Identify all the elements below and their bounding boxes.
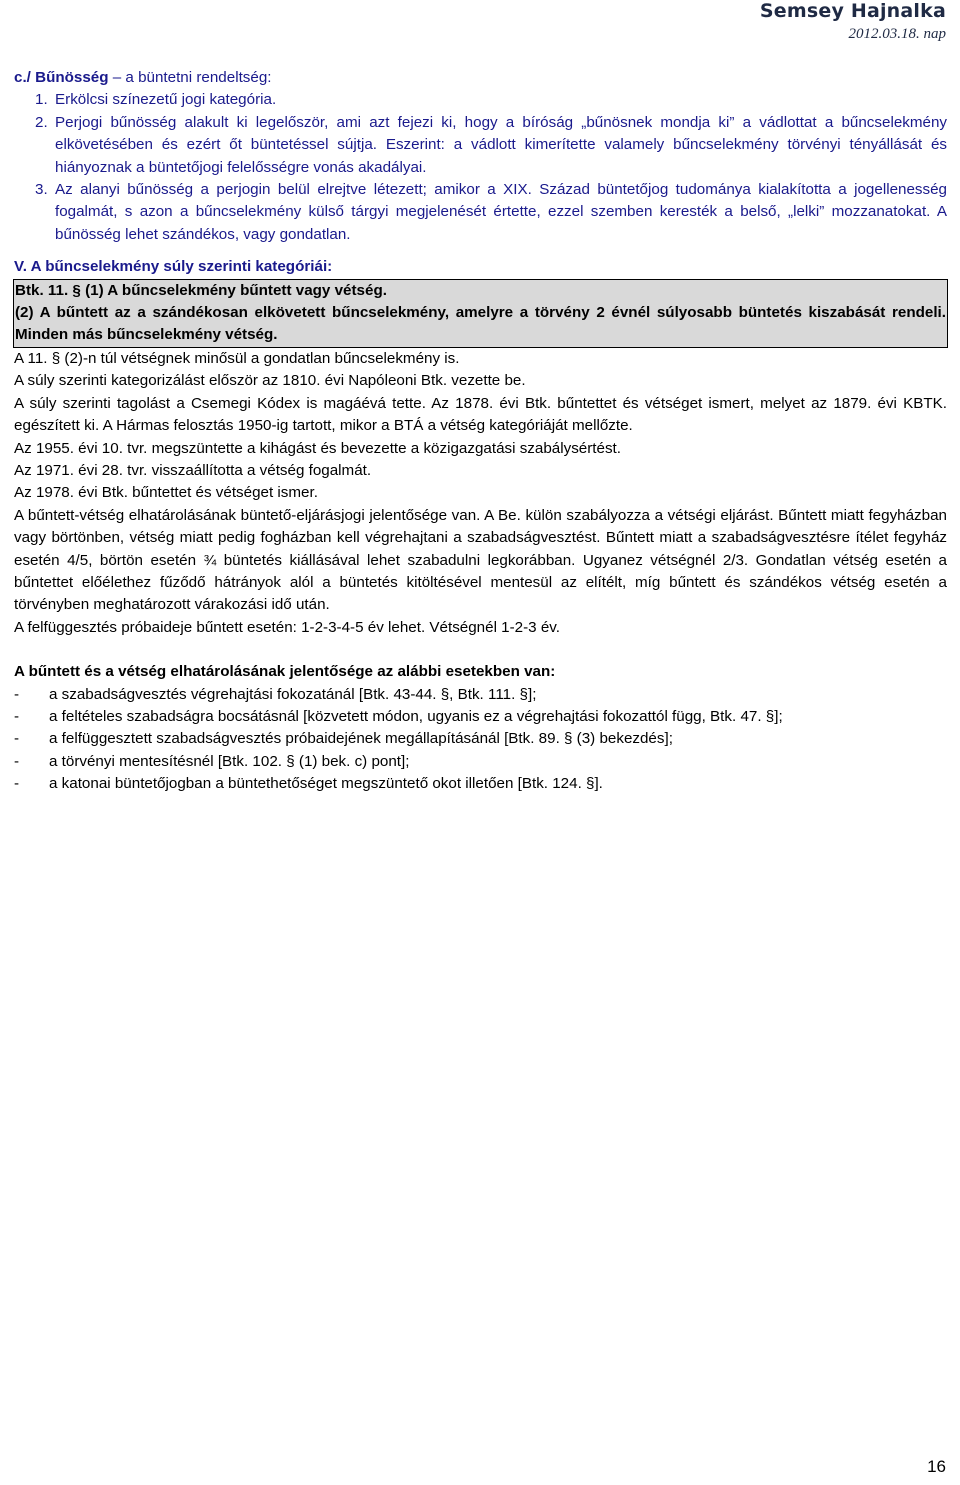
document-body [14,67,947,796]
paragraph: A 11. § (2)-n túl vétségnek minősül a gondatlan bűncselekmény is. [14,349,460,367]
list-item: 1. Erkölcsi színezetű jogi kategória. [35,91,277,109]
statute-box [13,279,948,348]
list-item: 3. Az alanyi bűnösség a perjogin belül elrejtve létezett; amikor a XIX. Század büntetőjog tudománya kialakította a jogellenesség fogalmát, s azon a bűncselekmény külső tárgyi megjelenését értette, ezzel szemben keresték a belső, „lelki” mozzanatokat. A bűnösség lehet szándékos, vagy gondatlan. [35,181,947,243]
page-number: 16 [927,1457,946,1476]
list-item: - a szabadságvesztés végrehajtási fokozatánál [Btk. 43-44. §, Btk. 111. §]; [14,685,537,703]
section-c-title: c./ Bűnösség – a büntetni rendeltség: [14,69,272,86]
statute-line: (2) A bűntett az a szándékosan elkövetett bűncselekmény, amelyre a törvény 2 évnél súlyosabb büntetés kiszabását rendeli. Minden más bűncselekmény vétség. [15,304,946,344]
paragraph: A bűntett-vétség elhatárolásának büntető-eljárásjogi jelentősége van. A Be. külön szabályozza a vétségi eljárást. Bűntett miatt fegyházban vagy börtönben, vétség miatt pedig fogházban kell végrehajtani a szabadságvesztést. Bűntett miatt a szabadságvesztésre ítélet fegyház esetén 4/5, börtön esetén ¾ büntetés kiállásával lehet szabadulni legkorábban. Ugyanez vétségnél 2/3. Gondatlan vétség esetén a bűntettet előélethez fűződő hátrányok alól a büntetés kitöltésével mentesül az elítélt, míg bűntett és szándékos vétség esetén a törvényben meghatározott várakozási idő után. [14,506,947,614]
paragraph: A súly szerinti tagolást a Csemegi Kódex is magáévá tette. Az 1878. évi Btk. bűntettet és vétséget ismert, melyet az 1879. évi KBTK. egészített ki. A Hármas felosztás 1950-ig tartott, mikor a BTÁ a vétség kategóriáját mellőzte. [14,394,947,435]
list-item: 2. Perjogi bűnösség alakult ki legelőször, ami azt fejezi ki, hogy a bíróság „bűnösnek mondja ki” a vádlottat a bűncselekmény elkövetésében és ezért őt büntetéssel sújtja. Eszerint: a vádlott kimerítette valamely bűncselekmény törvényi tényállását és hiányoznak a büntetőjogi felelősségre vonás akadályai. [35,113,947,176]
paragraph: Az 1955. évi 10. tvr. megszüntette a kihágást és bevezette a közigazgatási szabálysértést. [14,439,621,457]
section-v-title: V. A bűncselekmény súly szerinti kategóriái: [14,258,333,276]
list-item: - a törvényi mentesítésnél [Btk. 102. § (1) bek. c) pont]; [14,752,410,770]
statute-line: Btk. 11. § (1) A bűncselekmény bűntett vagy vétség. [15,281,387,299]
paragraph: A felfüggesztés próbaideje bűntett esetén: 1-2-3-4-5 év lehet. Vétségnél 1-2-3 év. [14,618,560,636]
section-c-list [14,89,947,246]
list-item: - a katonai büntetőjogban a büntethetőséget megszüntető okot illetően [Btk. 124. §]. [14,775,603,793]
list-item: - a felfüggesztett szabadságvesztés próbaidejének megállapításánál [Btk. 89. § (3) bekezdés]; [14,730,673,748]
distinction-title: A bűntett és a vétség elhatárolásának jelentősége az alábbi esetekben van: [14,663,556,681]
paragraph: A súly szerinti kategorizálást először az 1810. évi Napóleoni Btk. vezette be. [14,372,526,390]
list-item: - a feltételes szabadságra bocsátásnál [közvetett módon, ugyanis ez a végrehajtási fokozattól függ, Btk. 47. §]; [14,707,783,725]
header-author: Semsey Hajnalka [759,0,946,22]
header-date: 2012.03.18. nap [848,26,946,42]
paragraph: Az 1971. évi 28. tvr. visszaállította a vétség fogalmát. [14,461,372,479]
paragraph: Az 1978. évi Btk. bűntettet és vétséget ismer. [14,484,318,502]
distinction-list [14,684,947,796]
